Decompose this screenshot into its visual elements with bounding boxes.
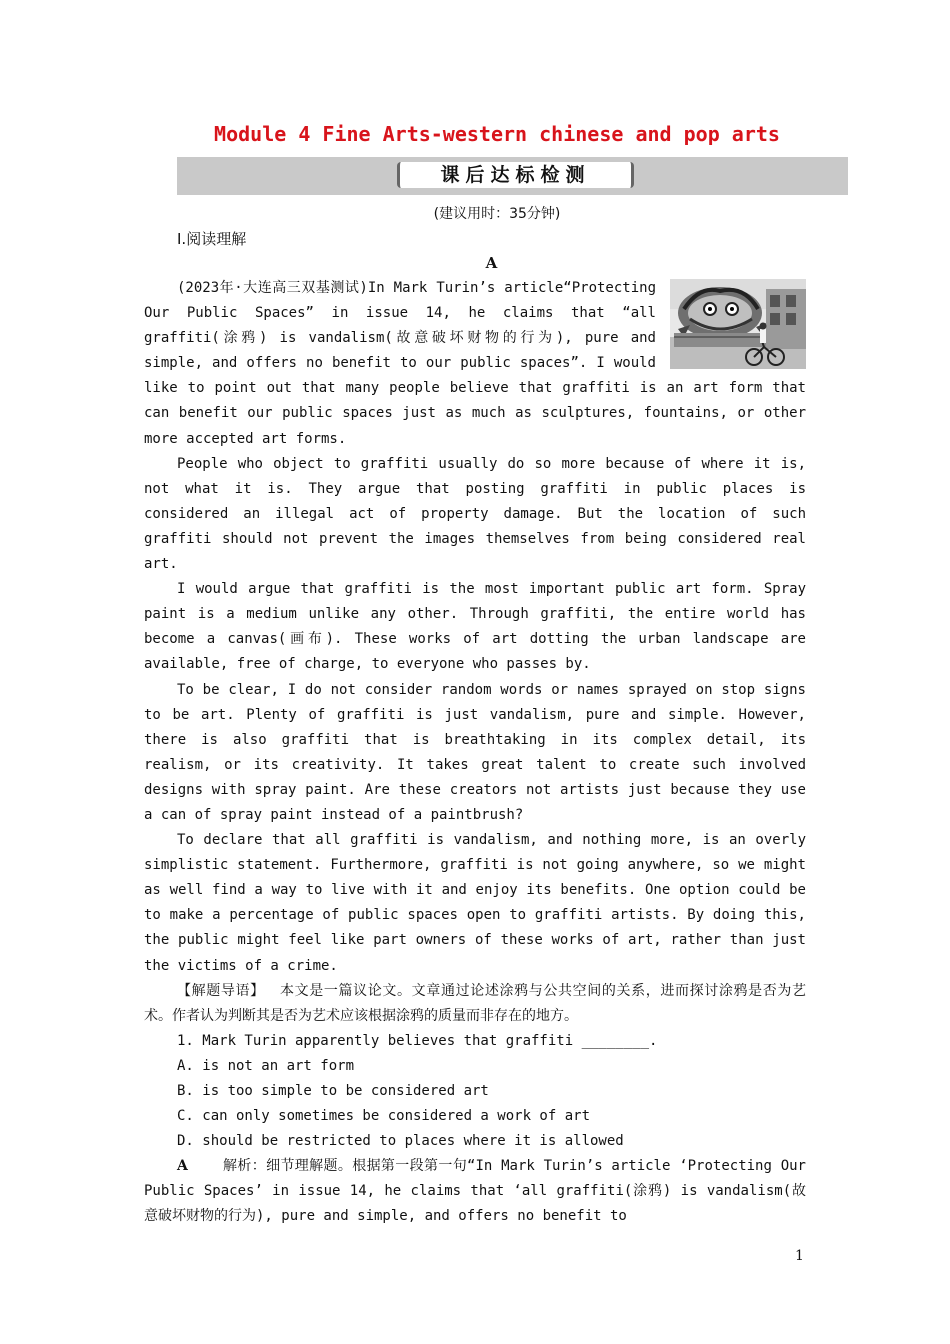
paragraph-5: To declare that all graffiti is vandalism, and nothing more, is an overly simplistic statement. Furthermore, graffiti is not going anywhere, so we might as well find a way to live with it and enjoy its benefits. One option could be to make a percentage of public spaces open to graffiti artists. By doing this, the public might feel like part owners of these works of art, rather than just the victims of a crime. xyxy=(144,832,806,974)
paragraph-4: To be clear, I do not consider random words or names sprayed on stop signs to be art. Plenty of graffiti is just vandalism, pure and simple. However, there is also graffiti that is breathtaking in its complex detail, its realism, or its creativity. It takes great talent to create such involved designs with spray paint. Are these creators not artists just because they use a can of spray paint instead of a paintbrush? xyxy=(144,681,806,823)
section-heading: Ⅰ.阅读理解 xyxy=(177,230,247,248)
passage-content xyxy=(144,276,806,1230)
guide-paragraph xyxy=(144,979,806,1029)
question-stem: 1. Mark Turin apparently believes that graffiti ________. xyxy=(177,1032,658,1049)
option-b: B. is too simple to be considered art xyxy=(177,1083,489,1099)
page-title: Module 4 Fine Arts-western chinese and pop arts xyxy=(214,122,780,146)
guide-label: 【解题导语】 xyxy=(177,982,265,999)
passage-letter: A xyxy=(485,254,498,272)
option-c: C. can only sometimes be considered a work of art xyxy=(177,1108,591,1125)
guide-text: 本文是一篇议论文。文章通过论述涂鸦与公共空间的关系，进而探讨涂鸦是否为艺术。作者认为判断其是否为艺术应该根据涂鸦的质量而非存在的地方。 xyxy=(144,982,807,1024)
answer-letter: A xyxy=(177,1158,188,1175)
banner-label: 课后达标检测 xyxy=(397,162,634,188)
explanation-text: 解析：细节理解题。根据第一段第一句“In Mark Turin’s article ‘Protecting Our Public Spaces’ in issue 14, he claims that ‘all graffiti(涂鸦) is vandalism(故意破坏财物的行为), pure and simple, and offers no benefit to xyxy=(144,1158,806,1225)
paragraph-3: I would argue that graffiti is the most important public art form. Spray paint is a medium unlike any other. Through graffiti, the entire world has become a canvas(画布). These works of art dotting the urban landscape are available, free of charge, to everyone who passes by. xyxy=(144,581,806,673)
section-banner xyxy=(177,157,848,195)
graffiti-photo-icon xyxy=(670,279,806,369)
suggested-time: (建议用时：35分钟) xyxy=(433,206,561,222)
paragraph-2: People who object to graffiti usually do so more because of where it is, not what it is. They argue that posting graffiti in public places is considered an illegal act of property damage. But the location of such graffiti should not prevent the images themselves from being considered real art. xyxy=(144,455,806,573)
answer-explanation xyxy=(144,1154,806,1229)
option-d: D. should be restricted to places where it is allowed xyxy=(177,1133,624,1150)
page-number: 1 xyxy=(795,1248,804,1264)
option-a: A. is not an art form xyxy=(177,1057,355,1074)
paragraph-1: (2023年·大连高三双基测试)In Mark Turin’s article“Protecting Our Public Spaces” in issue 14, he claims that “all graffiti(涂鸦) is vandalism(故意破坏财物的行为), pure and simple, and offers no benefit to our public spaces”. I would like to point out that many people believe that graffiti is an art form that can benefit our public spaces just as much as sculptures, fountains, or other more accepted art forms. xyxy=(144,280,806,447)
